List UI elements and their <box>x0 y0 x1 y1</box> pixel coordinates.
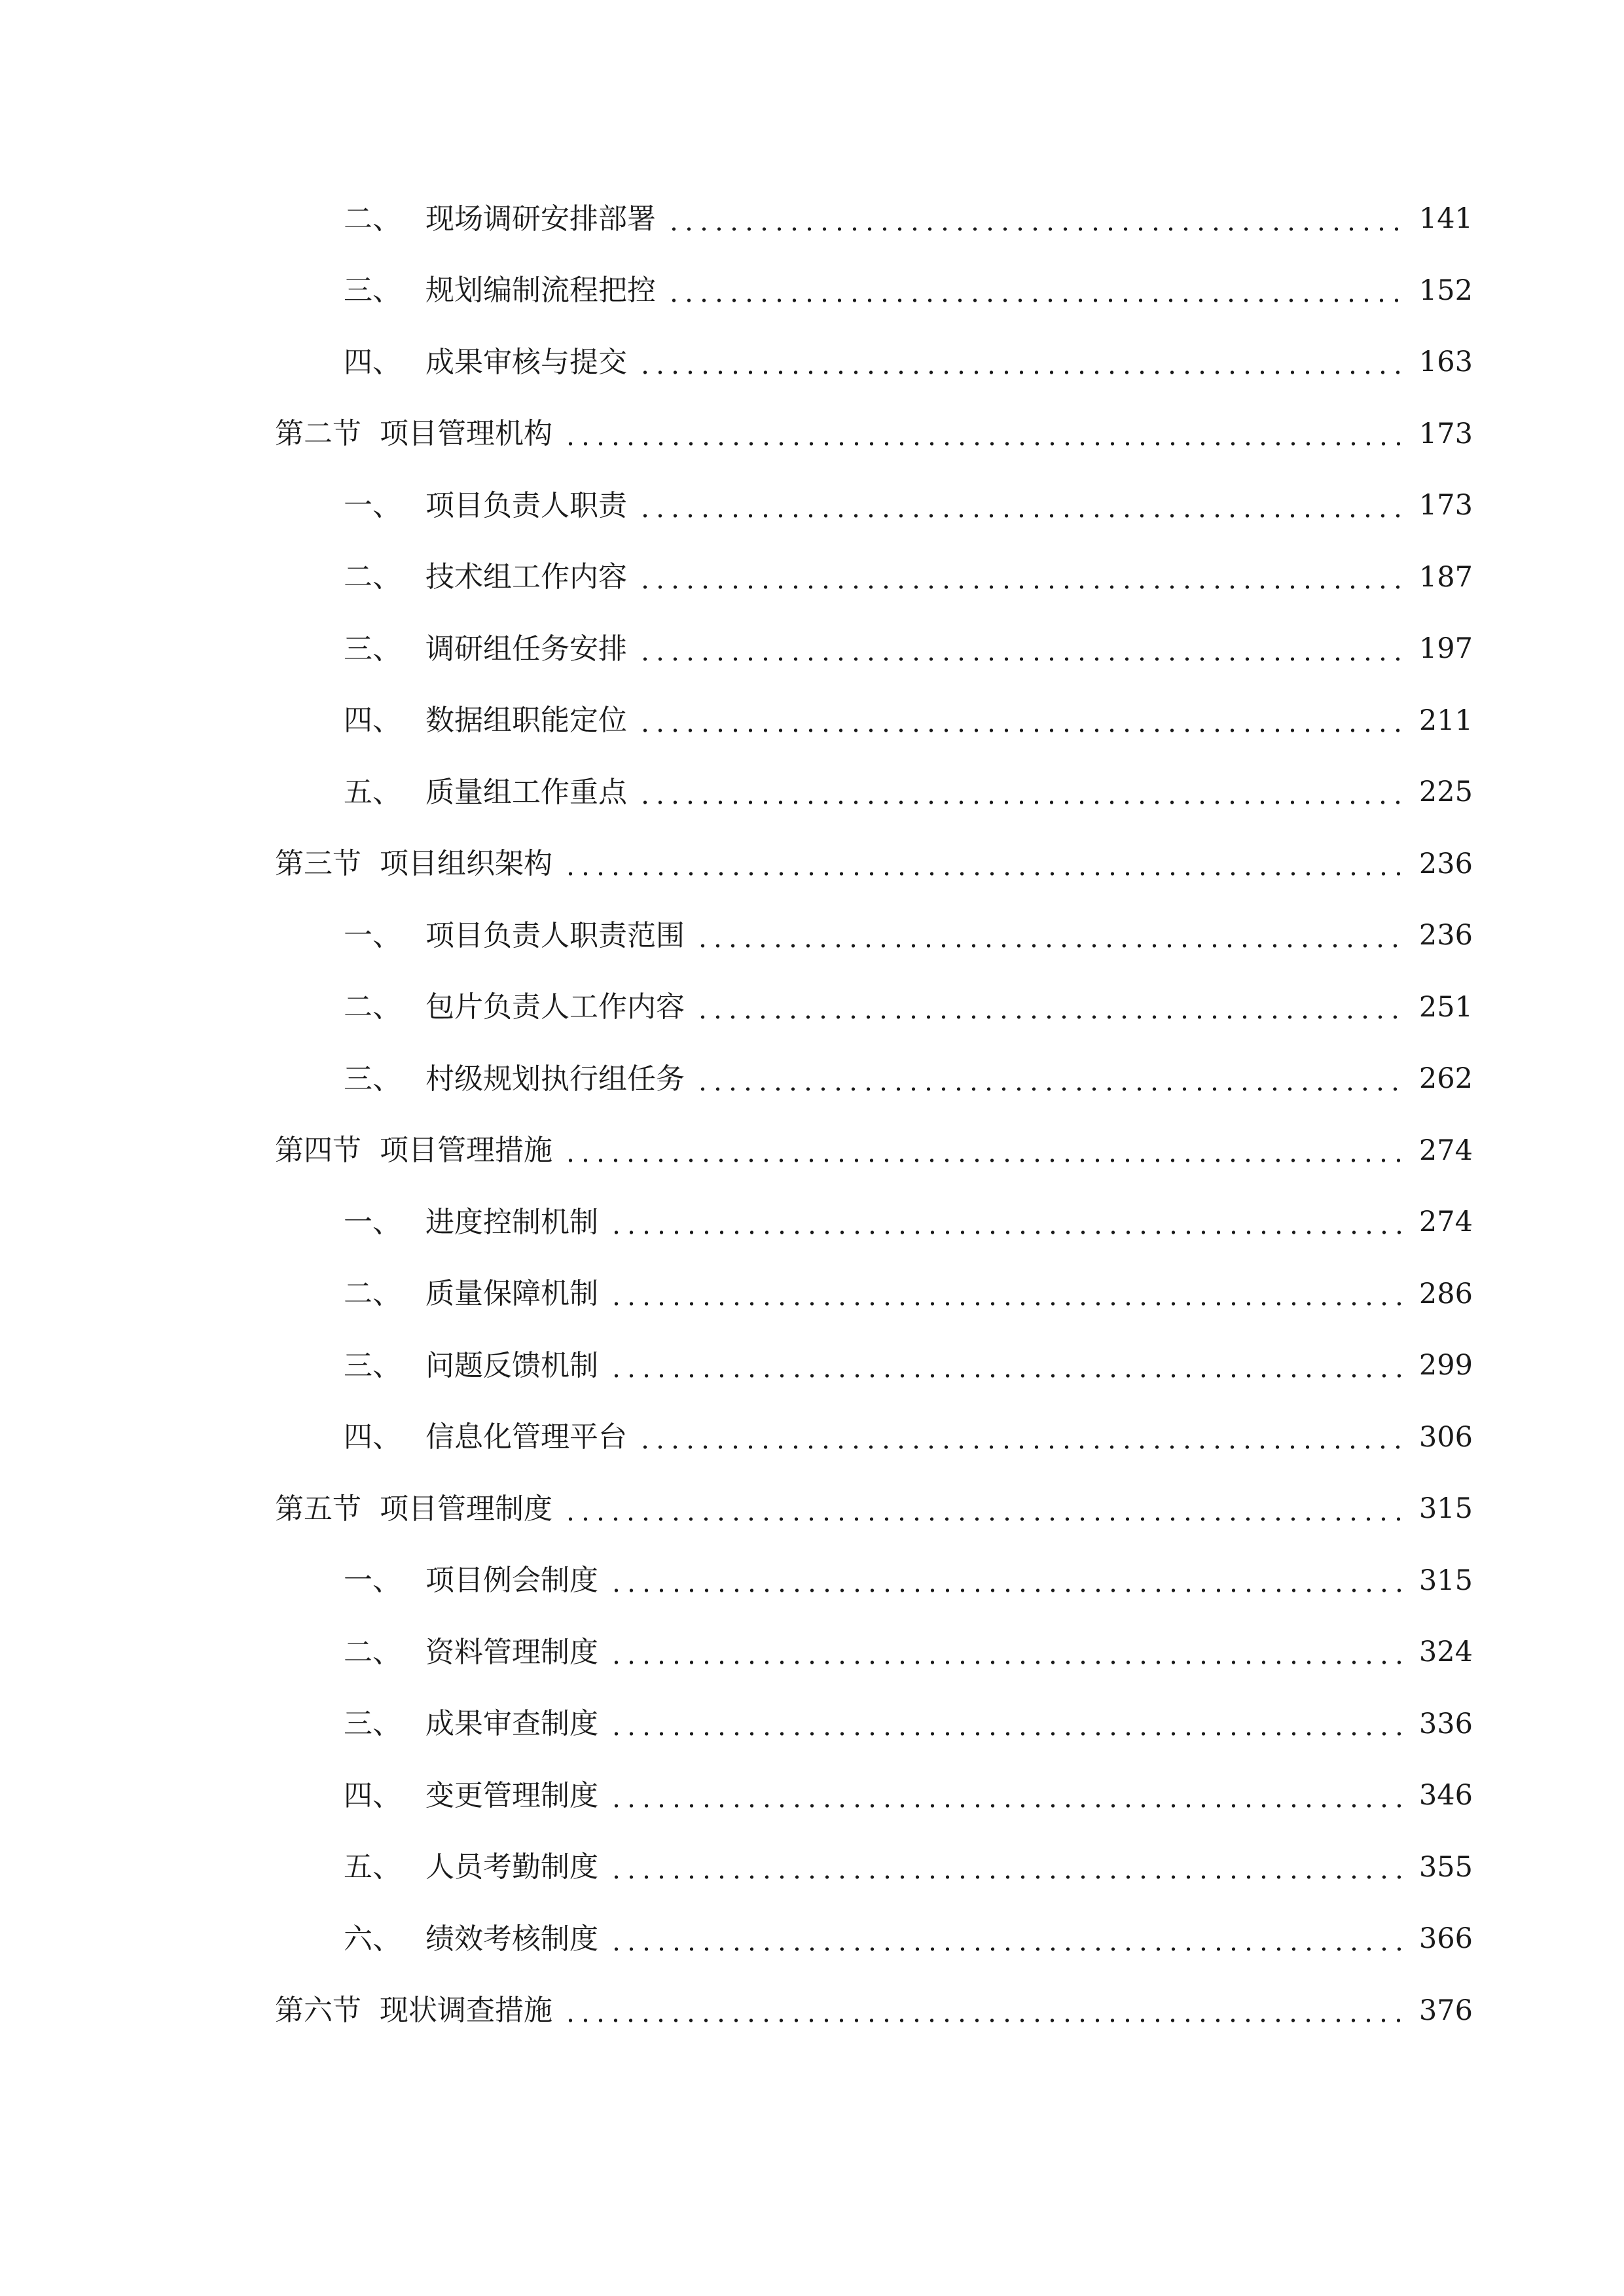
toc-entry-title: 现状调查措施 <box>380 1994 552 2028</box>
dot-leader <box>563 1996 1405 2025</box>
dot-leader <box>609 1853 1405 1882</box>
toc-entry-page-number: 173 <box>1418 489 1473 522</box>
toc-subsection-entry[interactable] <box>275 470 1473 542</box>
toc-entry-title: 问题反馈机制 <box>425 1348 598 1382</box>
toc-entry-number: 四、 <box>344 345 401 379</box>
toc-entry-number: 一、 <box>344 1205 401 1239</box>
dot-leader <box>666 276 1405 305</box>
dot-leader <box>695 993 1405 1022</box>
toc-entry-number: 五、 <box>344 1850 401 1884</box>
toc-entry-title: 技术组工作内容 <box>425 560 627 594</box>
toc-entry-page-number: 236 <box>1418 847 1473 880</box>
dot-leader <box>563 850 1405 878</box>
dot-leader <box>609 1638 1405 1667</box>
toc-entry-title: 调研组任务安排 <box>425 632 627 666</box>
toc-entry-page-number: 306 <box>1418 1420 1473 1454</box>
toc-subsection-entry[interactable] <box>275 1259 1473 1331</box>
dot-leader <box>638 635 1405 664</box>
toc-entry-title: 质量组工作重点 <box>425 775 627 809</box>
toc-subsection-entry[interactable] <box>275 613 1473 685</box>
toc-entry-number: 三、 <box>344 1707 401 1741</box>
dot-leader <box>638 348 1405 377</box>
toc-entry-number: 第二节 <box>275 417 361 451</box>
toc-entry-page-number: 376 <box>1418 1994 1473 2027</box>
toc-entry-page-number: 262 <box>1418 1062 1473 1096</box>
toc-entry-title: 项目例会制度 <box>425 1564 598 1598</box>
dot-leader <box>609 1710 1405 1738</box>
toc-entry-number: 三、 <box>344 274 401 308</box>
toc-entry-number: 第五节 <box>275 1492 361 1526</box>
toc-section-entry[interactable] <box>275 1975 1473 2047</box>
toc-entry-title: 绩效考核制度 <box>425 1922 598 1956</box>
toc-entry-page-number: 336 <box>1418 1707 1473 1740</box>
toc-entry-page-number: 324 <box>1418 1636 1473 1669</box>
toc-entry-number: 三、 <box>344 1062 401 1096</box>
toc-subsection-entry[interactable] <box>275 1043 1473 1115</box>
toc-entry-title: 进度控制机制 <box>425 1205 598 1239</box>
toc-entry-title: 现场调研安排部署 <box>425 202 656 236</box>
toc-entry-page-number: 211 <box>1418 704 1473 737</box>
toc-entry-number: 第三节 <box>275 847 361 881</box>
toc-entry-number: 四、 <box>344 704 401 738</box>
dot-leader <box>609 1280 1405 1308</box>
toc-entry-title: 资料管理制度 <box>425 1635 598 1669</box>
dot-leader <box>638 706 1405 735</box>
toc-subsection-entry[interactable] <box>275 900 1473 972</box>
dot-leader <box>609 1352 1405 1380</box>
toc-entry-number: 第四节 <box>275 1134 361 1168</box>
toc-entry-title: 成果审核与提交 <box>425 345 627 379</box>
toc-entry-number: 四、 <box>344 1778 401 1812</box>
toc-entry-title: 项目管理制度 <box>380 1492 552 1526</box>
dot-leader <box>666 205 1405 234</box>
toc-subsection-entry[interactable] <box>275 542 1473 614</box>
toc-entry-page-number: 187 <box>1418 560 1473 594</box>
toc-entry-title: 数据组职能定位 <box>425 704 627 738</box>
toc-entry-title: 项目组织架构 <box>380 847 552 881</box>
toc-section-entry[interactable] <box>275 1115 1473 1187</box>
toc-subsection-entry[interactable] <box>275 1617 1473 1689</box>
toc-entry-title: 质量保障机制 <box>425 1277 598 1311</box>
toc-subsection-entry[interactable] <box>275 757 1473 829</box>
toc-entry-page-number: 274 <box>1418 1206 1473 1239</box>
toc-entry-page-number: 355 <box>1418 1850 1473 1884</box>
toc-entry-number: 一、 <box>344 918 401 952</box>
toc-entry-page-number: 315 <box>1418 1564 1473 1597</box>
dot-leader <box>609 1925 1405 1954</box>
toc-entry-number: 二、 <box>344 1277 401 1311</box>
toc-entry-number: 五、 <box>344 775 401 809</box>
toc-subsection-entry[interactable] <box>275 1545 1473 1617</box>
dot-leader <box>609 1782 1405 1810</box>
toc-entry-page-number: 141 <box>1418 202 1473 236</box>
toc-entry-title: 项目负责人职责范围 <box>425 918 685 952</box>
toc-entry-number: 三、 <box>344 632 401 666</box>
toc-entry-title: 项目管理措施 <box>380 1134 552 1168</box>
dot-leader <box>638 563 1405 592</box>
toc-entry-title: 规划编制流程把控 <box>425 274 656 308</box>
toc-entry-number: 一、 <box>344 488 401 522</box>
toc-entry-number: 二、 <box>344 990 401 1024</box>
toc-subsection-entry[interactable] <box>275 1330 1473 1402</box>
dot-leader <box>695 922 1405 950</box>
toc-entry-title: 项目管理机构 <box>380 417 552 451</box>
toc-entry-title: 村级规划执行组任务 <box>425 1062 685 1096</box>
toc-entry-page-number: 152 <box>1418 274 1473 307</box>
toc-entry-page-number: 315 <box>1418 1492 1473 1526</box>
toc-entry-page-number: 225 <box>1418 776 1473 809</box>
dot-leader <box>563 420 1405 448</box>
toc-entry-number: 六、 <box>344 1922 401 1956</box>
toc-subsection-entry[interactable] <box>275 1689 1473 1761</box>
table-of-contents <box>275 183 1473 2047</box>
toc-entry-number: 四、 <box>344 1420 401 1454</box>
toc-entry-number: 二、 <box>344 1635 401 1669</box>
toc-subsection-entry[interactable] <box>275 255 1473 327</box>
toc-subsection-entry[interactable] <box>275 183 1473 255</box>
dot-leader <box>695 1065 1405 1094</box>
toc-subsection-entry[interactable] <box>275 685 1473 757</box>
toc-entry-page-number: 163 <box>1418 346 1473 379</box>
toc-entry-page-number: 366 <box>1418 1922 1473 1956</box>
toc-subsection-entry[interactable] <box>275 327 1473 399</box>
toc-entry-page-number: 197 <box>1418 632 1473 666</box>
toc-entry-page-number: 346 <box>1418 1779 1473 1812</box>
toc-entry-title: 信息化管理平台 <box>425 1420 627 1454</box>
toc-entry-page-number: 173 <box>1418 417 1473 450</box>
dot-leader <box>609 1208 1405 1237</box>
dot-leader <box>563 1495 1405 1524</box>
toc-section-entry[interactable] <box>275 1473 1473 1545</box>
toc-entry-number: 二、 <box>344 202 401 236</box>
toc-entry-title: 包片负责人工作内容 <box>425 990 685 1024</box>
toc-entry-title: 变更管理制度 <box>425 1778 598 1812</box>
dot-leader <box>638 1423 1405 1452</box>
toc-entry-number: 一、 <box>344 1564 401 1598</box>
dot-leader <box>609 1566 1405 1595</box>
toc-entry-page-number: 274 <box>1418 1134 1473 1167</box>
dot-leader <box>563 1136 1405 1165</box>
toc-subsection-entry[interactable] <box>275 1832 1473 1904</box>
toc-entry-title: 成果审查制度 <box>425 1707 598 1741</box>
toc-subsection-entry[interactable] <box>275 1760 1473 1832</box>
toc-entry-page-number: 299 <box>1418 1349 1473 1382</box>
toc-section-entry[interactable] <box>275 399 1473 471</box>
toc-entry-page-number: 236 <box>1418 919 1473 952</box>
toc-entry-number: 二、 <box>344 560 401 594</box>
toc-entry-title: 人员考勤制度 <box>425 1850 598 1884</box>
toc-entry-title: 项目负责人职责 <box>425 488 627 522</box>
toc-entry-number: 第六节 <box>275 1994 361 2028</box>
dot-leader <box>638 778 1405 807</box>
toc-subsection-entry[interactable] <box>275 1903 1473 1975</box>
toc-subsection-entry[interactable] <box>275 972 1473 1044</box>
dot-leader <box>638 492 1405 520</box>
toc-entry-page-number: 251 <box>1418 990 1473 1024</box>
toc-subsection-entry[interactable] <box>275 1402 1473 1474</box>
toc-entry-number: 三、 <box>344 1348 401 1382</box>
toc-subsection-entry[interactable] <box>275 1187 1473 1259</box>
toc-entry-page-number: 286 <box>1418 1277 1473 1310</box>
toc-section-entry[interactable] <box>275 829 1473 901</box>
